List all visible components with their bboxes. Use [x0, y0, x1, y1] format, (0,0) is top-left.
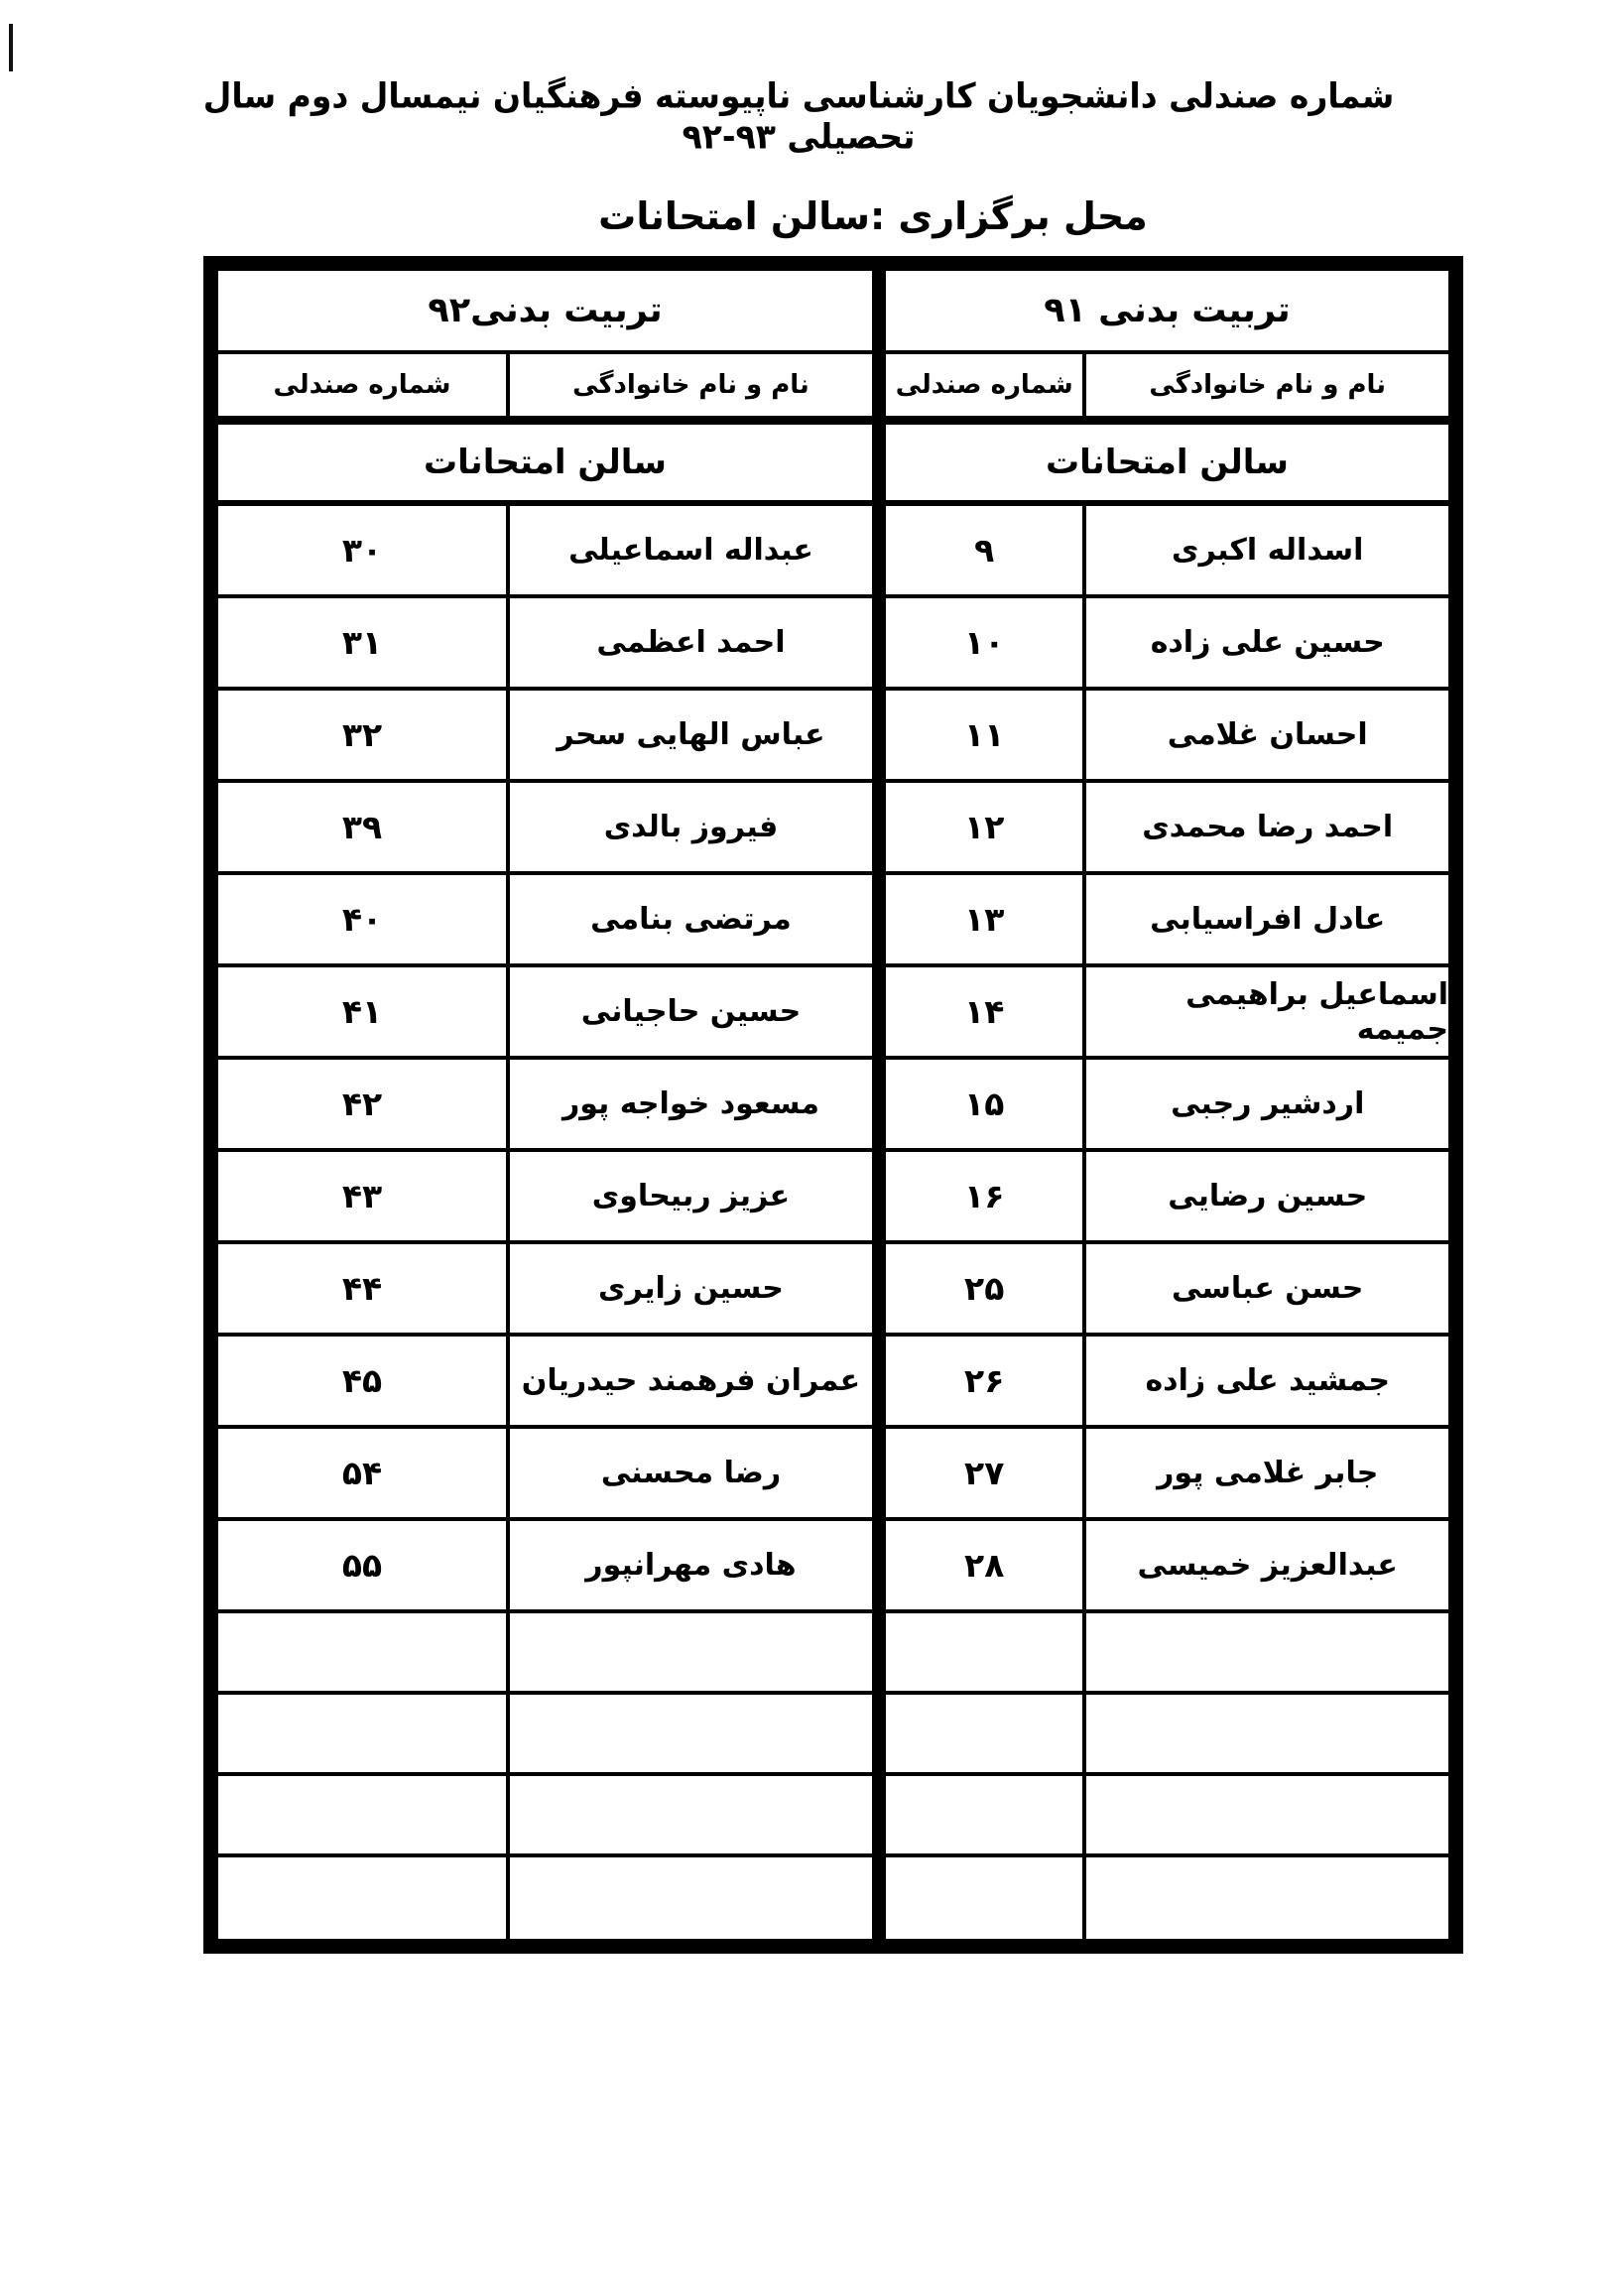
section-physical-education-92: [214, 267, 876, 1943]
seat-number-cell: [218, 1857, 506, 1939]
student-name-cell: فیروز بالدی: [506, 783, 872, 871]
seat-number-cell: ۳۰: [341, 531, 383, 570]
student-name-cell: [1082, 1695, 1448, 1772]
seat-number-cell: ۲۸: [964, 1546, 1005, 1585]
exam-hall-banner-91: سالن امتحانات: [886, 425, 1448, 506]
student-name-cell: [1082, 1776, 1448, 1853]
table-row: [886, 1613, 1448, 1695]
table-row: [886, 875, 1448, 967]
name-column-header: نام و نام خانوادگی: [1082, 354, 1448, 416]
column-headers-92: [218, 354, 872, 425]
table-row: [886, 1337, 1448, 1429]
student-rows-91: [886, 506, 1448, 1939]
table-row: [218, 1429, 872, 1521]
student-name-cell: هادی مهرانپور: [506, 1521, 872, 1609]
student-name-cell: احمد رضا محمدی: [1082, 783, 1448, 871]
document-title: شماره صندلی دانشجویان کارشناسی ناپیوسته فرهنگیان نیمسال دوم سال تحصیلی ۹۳-۹۲: [202, 75, 1395, 157]
table-row: [886, 1521, 1448, 1613]
student-name-cell: [506, 1776, 872, 1853]
seat-number-cell: ۴۵: [341, 1361, 383, 1400]
exam-hall-banner-92: سالن امتحانات: [218, 425, 872, 506]
seat-number-cell: ۱۴: [964, 992, 1005, 1031]
seat-number-cell: ۱۵: [964, 1084, 1005, 1123]
student-name-cell: اسداله اکبری: [1082, 506, 1448, 594]
table-row: [218, 1152, 872, 1244]
table-row: [218, 1060, 872, 1152]
student-name-cell: احمد اعظمی: [506, 598, 872, 687]
seat-number-cell: ۴۲: [341, 1084, 383, 1123]
student-name-cell: حسن عباسی: [1082, 1244, 1448, 1333]
student-name-cell: عمران فرهمند حیدریان: [506, 1337, 872, 1425]
group-title-92: تربیت بدنی۹۲: [218, 271, 872, 354]
student-name-cell: عبدالعزیز خمیسی: [1082, 1521, 1448, 1609]
table-row: [886, 967, 1448, 1060]
student-name-cell: حسین رضایی: [1082, 1152, 1448, 1240]
table-row: [886, 1857, 1448, 1939]
student-name-cell: عبداله اسماعیلی: [506, 506, 872, 594]
table-row: [218, 783, 872, 875]
student-name-cell: اردشیر رجبی: [1082, 1060, 1448, 1148]
seat-number-cell: ۴۴: [341, 1269, 383, 1308]
student-name-cell: [1082, 1857, 1448, 1939]
table-row: [218, 598, 872, 691]
table-row: [218, 506, 872, 598]
table-row: [886, 691, 1448, 783]
student-name-cell: عزیز ربیحاوی: [506, 1152, 872, 1240]
student-name-cell: رضا محسنی: [506, 1429, 872, 1517]
seat-number-cell: ۴۰: [341, 900, 383, 939]
table-row: [886, 506, 1448, 598]
student-name-cell: [506, 1695, 872, 1772]
table-row: [218, 1244, 872, 1337]
table-row: [218, 1337, 872, 1429]
table-row: [218, 1857, 872, 1939]
seat-number-cell: ۱۲: [964, 808, 1005, 846]
table-row: [886, 1060, 1448, 1152]
student-name-cell: عباس الهایی سحر: [506, 691, 872, 779]
table-row: [886, 1695, 1448, 1776]
seat-number-cell: ۴۱: [341, 992, 383, 1031]
seat-number-cell: [218, 1776, 506, 1853]
table-row: [886, 598, 1448, 691]
seat-number-cell: ۵۴: [341, 1454, 383, 1492]
seat-number-cell: ۵۵: [341, 1546, 383, 1585]
table-row: [886, 1244, 1448, 1337]
table-row: [218, 1695, 872, 1776]
seat-number-cell: [886, 1857, 1082, 1939]
table-row: [218, 1776, 872, 1857]
student-name-cell: احسان غلامی: [1082, 691, 1448, 779]
seat-number-cell: ۱۱: [964, 715, 1005, 754]
table-row: [218, 1613, 872, 1695]
student-name-cell: جابر غلامی پور: [1082, 1429, 1448, 1517]
table-row: [886, 1776, 1448, 1857]
seat-number-cell: ۱۶: [964, 1177, 1005, 1215]
student-name-cell: [506, 1857, 872, 1939]
seat-number-cell: [886, 1613, 1082, 1691]
student-name-cell: جمشید علی زاده: [1082, 1337, 1448, 1425]
seat-assignment-table: [203, 256, 1463, 1954]
student-rows-92: [218, 506, 872, 1939]
seat-number-cell: [886, 1695, 1082, 1772]
seat-column-header: شماره صندلی: [273, 370, 451, 400]
seat-number-cell: ۳۹: [341, 808, 383, 846]
table-row: [886, 783, 1448, 875]
column-headers-91: [886, 354, 1448, 425]
student-name-cell: عادل افراسیابی: [1082, 875, 1448, 963]
student-name-cell: [1082, 1613, 1448, 1691]
seat-number-cell: [218, 1695, 506, 1772]
seat-number-cell: [886, 1776, 1082, 1853]
seat-number-cell: ۳۱: [341, 623, 383, 662]
seat-number-cell: ۹: [974, 531, 995, 570]
student-name-cell: حسین حاجیانی: [506, 967, 872, 1056]
document-header: [203, 77, 1463, 238]
scan-artifact-mark: [9, 24, 13, 71]
seat-number-cell: ۲۶: [964, 1361, 1005, 1400]
table-row: [218, 967, 872, 1060]
seat-number-cell: ۲۷: [964, 1454, 1005, 1492]
venue-subtitle: محل برگزاری :سالن امتحانات: [598, 194, 1148, 238]
student-name-cell: مرتضی بنامی: [506, 875, 872, 963]
student-name-cell: [506, 1613, 872, 1691]
section-physical-education-91: [882, 267, 1452, 1943]
seat-number-cell: ۱۳: [964, 900, 1005, 939]
name-column-header: نام و نام خانوادگی: [506, 354, 872, 416]
student-name-cell: حسین زایری: [506, 1244, 872, 1333]
seat-number-cell: ۴۳: [341, 1177, 383, 1215]
seat-number-cell: ۳۲: [341, 715, 383, 754]
student-name-cell: حسین علی زاده: [1082, 598, 1448, 687]
table-row: [886, 1152, 1448, 1244]
table-row: [218, 691, 872, 783]
seat-number-cell: [218, 1613, 506, 1691]
seat-column-header: شماره صندلی: [895, 370, 1073, 400]
table-row: [218, 1521, 872, 1613]
table-row: [886, 1429, 1448, 1521]
student-name-cell: مسعود خواجه پور: [506, 1060, 872, 1148]
seat-number-cell: ۲۵: [964, 1269, 1005, 1308]
student-name-cell: اسماعیل براهیمی جمیمه: [1082, 967, 1448, 1056]
seat-number-cell: ۱۰: [964, 623, 1005, 662]
group-title-91: تربیت بدنی ۹۱: [886, 271, 1448, 354]
table-row: [218, 875, 872, 967]
